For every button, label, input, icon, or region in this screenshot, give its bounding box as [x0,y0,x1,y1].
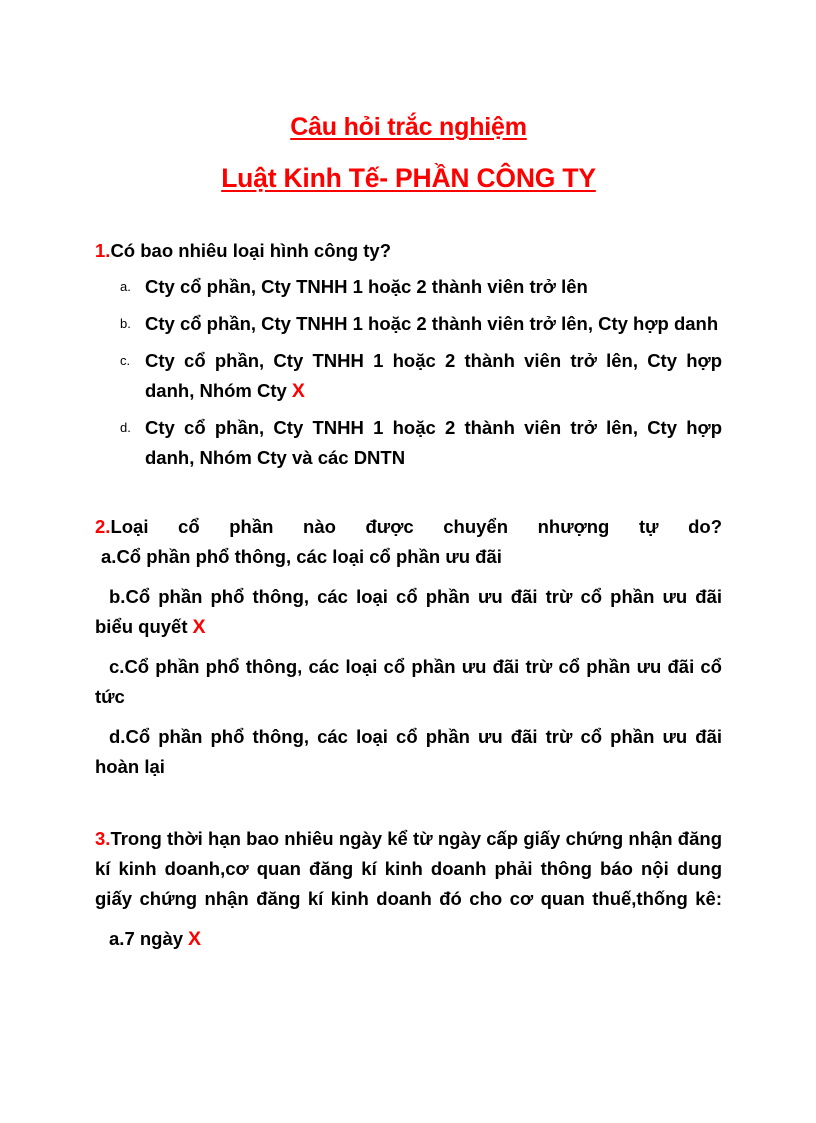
option-2d-marker: d. [109,726,126,747]
option-2c-text: Cổ phần phổ thông, các loại cổ phần ưu đãi trừ cổ phần ưu đãi cổ tức [95,656,722,707]
question-3-number: 3. [95,828,111,849]
option-1c[interactable] [95,346,722,406]
document-title-primary: Câu hỏi trắc nghiệm [290,113,527,141]
option-2b-text: Cổ phần phổ thông, các loại cổ phần ưu đãi trừ cổ phần ưu đãi biểu quyết [95,586,722,637]
option-1d-text: Cty cổ phần, Cty TNHH 1 hoặc 2 thành viên trở lên, Cty hợp danh, Nhóm Cty và các DNTN [145,417,722,468]
option-2a[interactable] [95,542,722,572]
option-1a-marker: a. [120,279,131,294]
answer-marker-1c: X [291,380,305,402]
option-1c-text: Cty cổ phần, Cty TNHH 1 hoặc 2 thành viên trở lên, Cty hợp danh, Nhóm Cty [145,350,722,401]
option-2d[interactable] [95,722,722,782]
question-1-text: Có bao nhiêu loại hình công ty? [110,240,392,261]
option-1b-text: Cty cổ phần, Cty TNHH 1 hoặc 2 thành viên trở lên, Cty hợp danh [145,313,719,334]
option-3a-text: 7 ngày [124,928,184,949]
option-1d[interactable] [95,413,722,473]
question-1-number: 1. [95,240,111,261]
document-title-secondary: Luật Kinh Tế- PHẦN CÔNG TY [221,163,596,193]
option-1d-marker: d. [120,420,131,435]
option-2d-text: Cổ phần phổ thông, các loại cổ phần ưu đãi trừ cổ phần ưu đãi hoàn lại [95,726,722,777]
question-3-prompt [95,824,722,914]
option-2c[interactable] [95,652,722,712]
option-3a[interactable] [95,924,722,954]
question-2-prompt [95,512,722,542]
option-2a-text: Cổ phần phổ thông, các loại cổ phần ưu đãi [116,546,502,567]
option-2a-marker: a. [101,546,117,567]
option-3a-marker: a. [109,928,125,949]
question-2-text: Loại cổ phần nào được chuyển nhượng tự do? [110,516,722,537]
option-1b-marker: b. [120,316,131,331]
question-3-text: Trong thời hạn bao nhiêu ngày kể từ ngày cấp giấy chứng nhận đăng kí kinh doanh,cơ quan đăng kí kinh doanh phải thông báo nội dung giấy chứng nhận đăng kí kinh doanh đó cho cơ quan thuế,thống kê: [95,828,722,909]
option-2b[interactable] [95,582,722,642]
answer-marker-3a: X [188,928,202,950]
document-body [95,0,722,954]
question-1-options [95,272,722,473]
question-2-options [95,542,722,782]
option-1a[interactable] [95,272,722,302]
question-2-number: 2. [95,516,111,537]
option-2b-marker: b. [109,586,126,607]
option-1a-text: Cty cổ phần, Cty TNHH 1 hoặc 2 thành viên trở lên [145,276,588,297]
option-1c-marker: c. [120,353,131,368]
option-2c-marker: c. [109,656,125,677]
answer-marker-2b: X [192,616,206,638]
option-1b[interactable] [95,309,722,339]
question-3-options [95,924,722,954]
question-1-prompt [95,236,722,266]
